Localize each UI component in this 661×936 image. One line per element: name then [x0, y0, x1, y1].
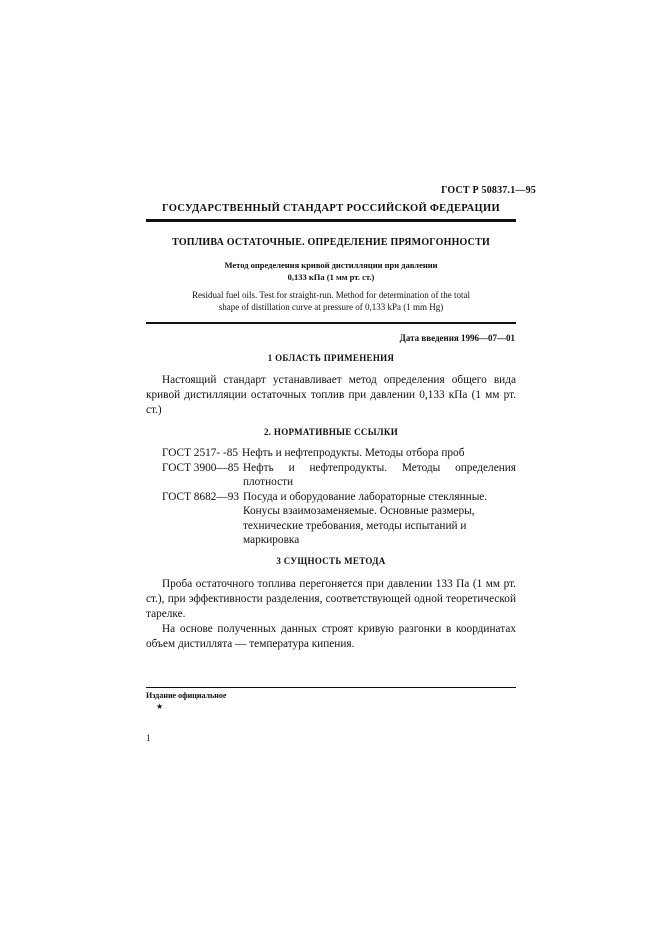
english-title-line1: Residual fuel oils. Test for straight-run. Method for determination of the total: [192, 290, 470, 300]
reference-text: Нефть и нефтепродукты. Методы определения плотности: [243, 461, 516, 488]
section-1-text: [146, 373, 516, 418]
introduction-date: Дата введения 1996—07—01: [399, 333, 515, 343]
english-title-line2: shape of distillation curve at pressure of 0,133 kPa (1 mm Hg): [218, 302, 444, 312]
references-list: [162, 446, 516, 548]
standard-name: ГОСУДАРСТВЕННЫЙ СТАНДАРТ РОССИЙСКОЙ ФЕДЕРАЦИИ: [162, 203, 500, 214]
method-title: [146, 259, 516, 283]
edition-note: Издание официальное: [146, 691, 227, 700]
standard-code: ГОСТ Р 50837.1—95: [441, 185, 536, 196]
reference-text: Нефть и нефтепродукты. Методы отбора проб: [242, 447, 465, 459]
title-rule: [146, 322, 516, 324]
reference-item: [162, 461, 516, 490]
reference-text: Посуда и оборудование лабораторные стеклянные. Конусы взаимозаменяемые. Основные размеры, технические требования, методы испытаний и маркировка: [243, 490, 488, 546]
method-title-line2: 0,133 кПа (1 мм рт. ст.): [287, 272, 375, 282]
reference-code: ГОСТ 8682—93: [162, 490, 239, 503]
section-3-text: [146, 577, 516, 652]
reference-code: ГОСТ 3900—85: [162, 461, 239, 474]
reference-code: ГОСТ 2517- -85: [162, 447, 239, 459]
section-3-paragraph-2: На основе полученных данных строят кривую разгонки в координатах объем дистиллята — температура кипения.: [146, 623, 516, 650]
reference-item: [162, 490, 516, 548]
document-title: ТОПЛИВА ОСТАТОЧНЫЕ. ОПРЕДЕЛЕНИЕ ПРЯМОГОННОСТИ: [172, 237, 490, 248]
section-3-paragraph-1: Проба остаточного топлива перегоняется при давлении 133 Па (1 мм рт. ст.), при эффективности разделения, соответствующей одной теоретической тарелке.: [146, 578, 516, 620]
section-1-heading: 1 ОБЛАСТЬ ПРИМЕНЕНИЯ: [267, 353, 395, 363]
method-title-line1: Метод определения кривой дистилляции при давлении: [224, 260, 438, 270]
page-number: 1: [146, 733, 151, 743]
section-3-heading: 3 СУЩНОСТЬ МЕТОДА: [276, 556, 386, 566]
english-title: [146, 289, 516, 313]
section-2-heading: 2. НОРМАТИВНЫЕ ССЫЛКИ: [264, 427, 398, 437]
reference-item: [162, 446, 516, 461]
star-icon: ★: [156, 702, 164, 711]
header-rule: [146, 219, 516, 222]
footer-rule: [146, 687, 516, 688]
section-1-paragraph: Настоящий стандарт устанавливает метод определения общего вида кривой дистилляции остаточных топлив при давлении 0,133 кПа (1 мм рт. ст.): [146, 374, 516, 416]
